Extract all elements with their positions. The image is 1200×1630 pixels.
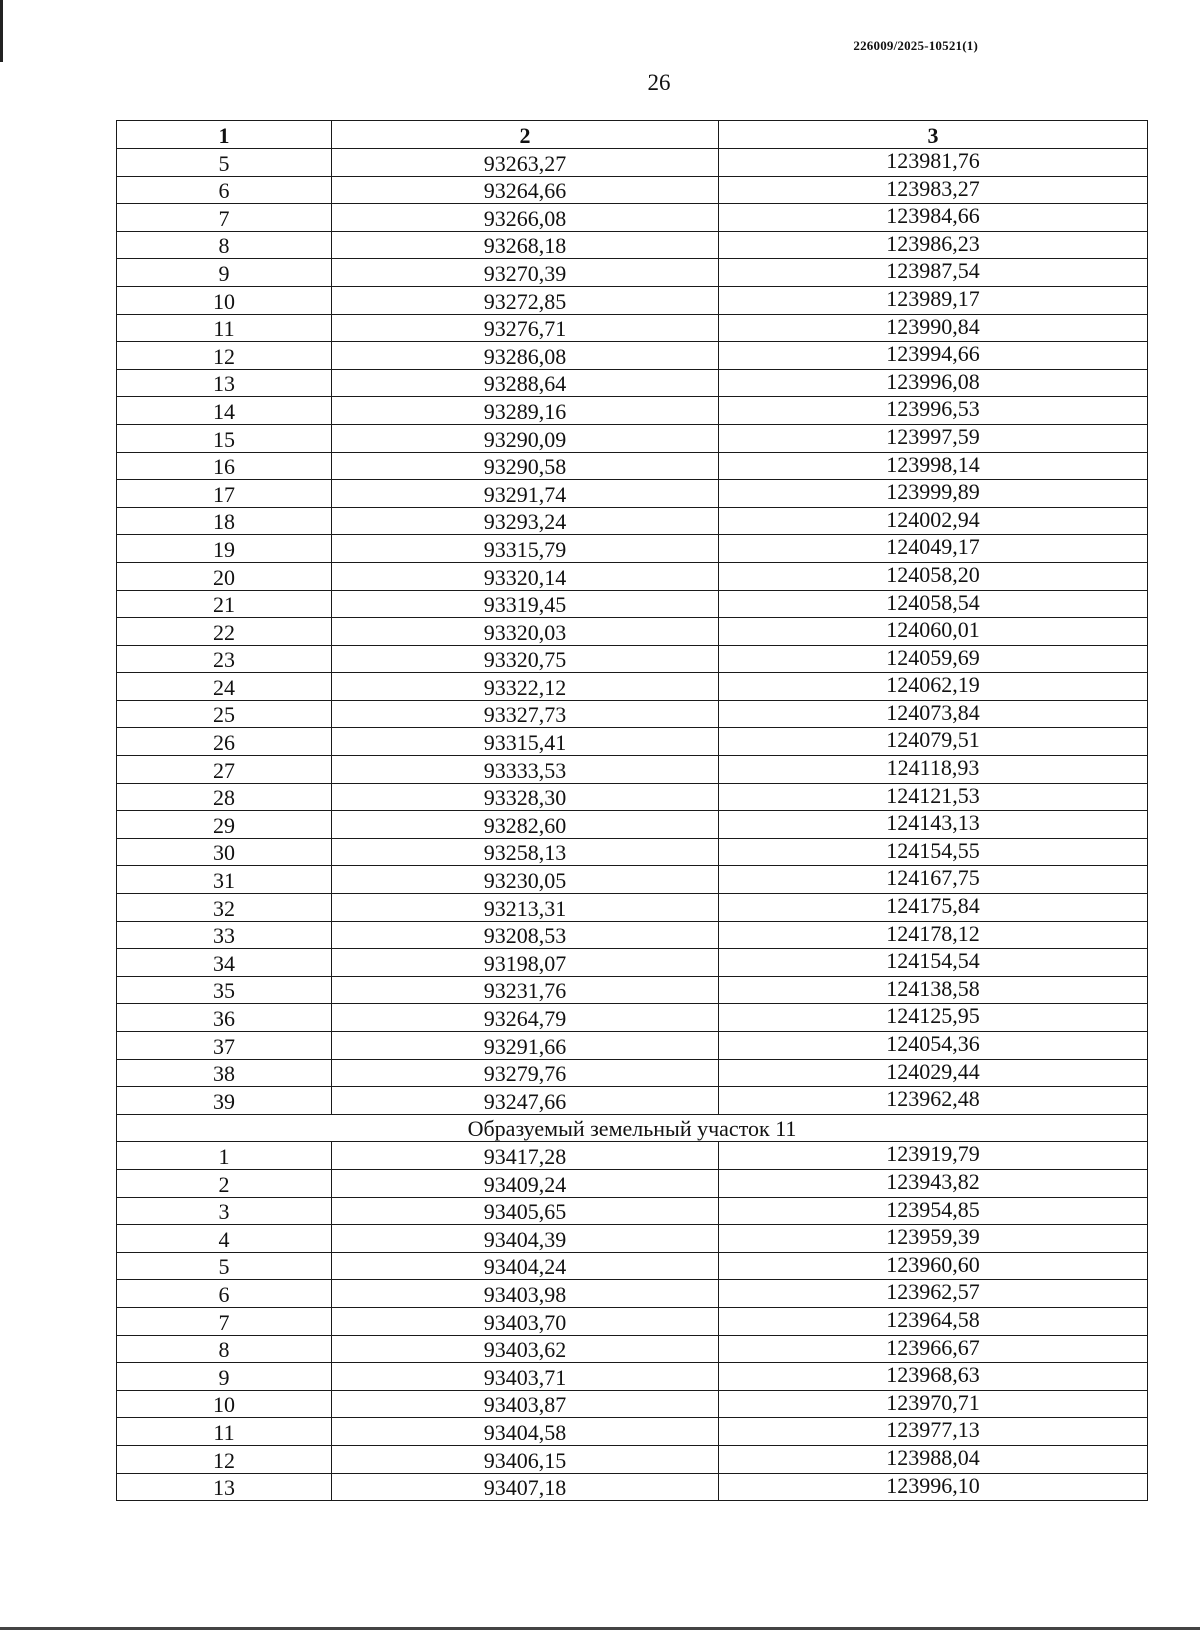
point-number-cell: 36: [117, 1004, 332, 1032]
coordinates-table: [116, 120, 1148, 1501]
table-row: [117, 562, 1148, 590]
point-number-cell: 9: [117, 1363, 332, 1391]
y-coordinate-cell: 123996,53: [719, 397, 1148, 425]
x-coordinate-cell: 93406,15: [332, 1445, 719, 1473]
y-coordinate-cell: 123989,17: [719, 286, 1148, 314]
y-coordinate-cell: 123962,48: [719, 1087, 1148, 1115]
x-coordinate-cell: 93208,53: [332, 921, 719, 949]
table-row: [117, 618, 1148, 646]
x-coordinate-cell: 93263,27: [332, 149, 719, 177]
x-coordinate-cell: 93291,66: [332, 1032, 719, 1060]
x-coordinate-cell: 93403,71: [332, 1363, 719, 1391]
y-coordinate-cell: 124121,53: [719, 783, 1148, 811]
point-number-cell: 1: [117, 1142, 332, 1170]
x-coordinate-cell: 93333,53: [332, 756, 719, 784]
point-number-cell: 7: [117, 1307, 332, 1335]
table-row: [117, 314, 1148, 342]
x-coordinate-cell: 93417,28: [332, 1142, 719, 1170]
table-row: [117, 149, 1148, 177]
y-coordinate-cell: 123994,66: [719, 342, 1148, 370]
x-coordinate-cell: 93264,66: [332, 176, 719, 204]
table-row: [117, 1142, 1148, 1170]
point-number-cell: 16: [117, 452, 332, 480]
page-number: [0, 70, 1200, 96]
point-number-cell: 20: [117, 562, 332, 590]
point-number-cell: 23: [117, 645, 332, 673]
point-number-cell: 11: [117, 1418, 332, 1446]
point-number-cell: 18: [117, 507, 332, 535]
table-row: [117, 976, 1148, 1004]
table-row: [117, 894, 1148, 922]
x-coordinate-cell: 93230,05: [332, 866, 719, 894]
point-number-cell: 5: [117, 149, 332, 177]
x-coordinate-cell: 93315,79: [332, 535, 719, 563]
table-row: [117, 1445, 1148, 1473]
x-coordinate-cell: 93247,66: [332, 1087, 719, 1115]
y-coordinate-cell: 123996,08: [719, 369, 1148, 397]
point-number-cell: 35: [117, 976, 332, 1004]
y-coordinate-cell: 124118,93: [719, 756, 1148, 784]
table-body: [117, 149, 1148, 1501]
point-number-cell: 14: [117, 397, 332, 425]
table-row: [117, 1059, 1148, 1087]
point-number-cell: 10: [117, 1390, 332, 1418]
table-row: [117, 535, 1148, 563]
x-coordinate-cell: 93290,09: [332, 424, 719, 452]
y-coordinate-cell: 123960,60: [719, 1252, 1148, 1280]
table-row: [117, 1335, 1148, 1363]
table-row: [117, 1169, 1148, 1197]
table-row: [117, 1004, 1148, 1032]
x-coordinate-cell: 93264,79: [332, 1004, 719, 1032]
y-coordinate-cell: 124054,36: [719, 1032, 1148, 1060]
y-coordinate-cell: 124167,75: [719, 866, 1148, 894]
point-number-cell: 8: [117, 231, 332, 259]
table-row: [117, 1280, 1148, 1308]
table-row: [117, 231, 1148, 259]
x-coordinate-cell: 93286,08: [332, 342, 719, 370]
x-coordinate-cell: 93282,60: [332, 811, 719, 839]
table-row: [117, 369, 1148, 397]
table-row: [117, 286, 1148, 314]
x-coordinate-cell: 93268,18: [332, 231, 719, 259]
point-number-cell: 6: [117, 176, 332, 204]
x-coordinate-cell: 93288,64: [332, 369, 719, 397]
x-coordinate-cell: 93319,45: [332, 590, 719, 618]
table-row: [117, 1473, 1148, 1501]
point-number-cell: 10: [117, 286, 332, 314]
y-coordinate-cell: 123999,89: [719, 480, 1148, 508]
table-row: [117, 1225, 1148, 1253]
table-row: [117, 838, 1148, 866]
point-number-cell: 32: [117, 894, 332, 922]
y-coordinate-cell: 124138,58: [719, 976, 1148, 1004]
table-row: [117, 507, 1148, 535]
table-row: [117, 728, 1148, 756]
table-row: [117, 176, 1148, 204]
y-coordinate-cell: 123919,79: [719, 1142, 1148, 1170]
y-coordinate-cell: 124049,17: [719, 535, 1148, 563]
table-row: [117, 452, 1148, 480]
table-row: [117, 700, 1148, 728]
point-number-cell: 26: [117, 728, 332, 756]
y-coordinate-cell: 124079,51: [719, 728, 1148, 756]
point-number-cell: 13: [117, 369, 332, 397]
point-number-cell: 21: [117, 590, 332, 618]
point-number-cell: 7: [117, 204, 332, 232]
y-coordinate-cell: 123943,82: [719, 1169, 1148, 1197]
x-coordinate-cell: 93322,12: [332, 673, 719, 701]
x-coordinate-cell: 93407,18: [332, 1473, 719, 1501]
table-row: [117, 480, 1148, 508]
y-coordinate-cell: 124125,95: [719, 1004, 1148, 1032]
y-coordinate-cell: 124143,13: [719, 811, 1148, 839]
table-row: [117, 756, 1148, 784]
x-coordinate-cell: 93258,13: [332, 838, 719, 866]
y-coordinate-cell: 124178,12: [719, 921, 1148, 949]
y-coordinate-cell: 124175,84: [719, 894, 1148, 922]
y-coordinate-cell: 123990,84: [719, 314, 1148, 342]
x-coordinate-cell: 93290,58: [332, 452, 719, 480]
table-row: [117, 949, 1148, 977]
x-coordinate-cell: 93404,39: [332, 1225, 719, 1253]
point-number-cell: 24: [117, 673, 332, 701]
x-coordinate-cell: 93198,07: [332, 949, 719, 977]
point-number-cell: 15: [117, 424, 332, 452]
x-coordinate-cell: 93403,62: [332, 1335, 719, 1363]
y-coordinate-cell: 124059,69: [719, 645, 1148, 673]
point-number-cell: 9: [117, 259, 332, 287]
y-coordinate-cell: 123996,10: [719, 1473, 1148, 1501]
page-number-text: 26: [647, 70, 671, 95]
point-number-cell: 30: [117, 838, 332, 866]
table-row: [117, 204, 1148, 232]
x-coordinate-cell: 93266,08: [332, 204, 719, 232]
table-row: [117, 590, 1148, 618]
y-coordinate-cell: 123983,27: [719, 176, 1148, 204]
table-row: [117, 1418, 1148, 1446]
section-row: [117, 1114, 1148, 1142]
table-row: [117, 1032, 1148, 1060]
point-number-cell: 19: [117, 535, 332, 563]
x-coordinate-cell: 93320,14: [332, 562, 719, 590]
point-number-cell: 8: [117, 1335, 332, 1363]
section-title: Образуемый земельный участок 11: [117, 1114, 1148, 1142]
point-number-cell: 29: [117, 811, 332, 839]
y-coordinate-cell: 123966,67: [719, 1335, 1148, 1363]
table-row: [117, 645, 1148, 673]
table-row: [117, 424, 1148, 452]
x-coordinate-cell: 93320,03: [332, 618, 719, 646]
table-row: [117, 259, 1148, 287]
x-coordinate-cell: 93293,24: [332, 507, 719, 535]
point-number-cell: 5: [117, 1252, 332, 1280]
point-number-cell: 13: [117, 1473, 332, 1501]
x-coordinate-cell: 93213,31: [332, 894, 719, 922]
y-coordinate-cell: 123970,71: [719, 1390, 1148, 1418]
table-row: [117, 342, 1148, 370]
table-row: [117, 1307, 1148, 1335]
point-number-cell: 25: [117, 700, 332, 728]
table-row: [117, 866, 1148, 894]
x-coordinate-cell: 93409,24: [332, 1169, 719, 1197]
table-row: [117, 811, 1148, 839]
header-col-3: 3: [719, 121, 1148, 149]
point-number-cell: 3: [117, 1197, 332, 1225]
y-coordinate-cell: 123997,59: [719, 424, 1148, 452]
y-coordinate-cell: 123968,63: [719, 1363, 1148, 1391]
x-coordinate-cell: 93405,65: [332, 1197, 719, 1225]
y-coordinate-cell: 124073,84: [719, 700, 1148, 728]
scan-edge-left: [0, 0, 3, 62]
y-coordinate-cell: 124062,19: [719, 673, 1148, 701]
x-coordinate-cell: 93403,98: [332, 1280, 719, 1308]
y-coordinate-cell: 124058,54: [719, 590, 1148, 618]
x-coordinate-cell: 93270,39: [332, 259, 719, 287]
y-coordinate-cell: 123984,66: [719, 204, 1148, 232]
y-coordinate-cell: 123962,57: [719, 1280, 1148, 1308]
header-col-1: 1: [117, 121, 332, 149]
y-coordinate-cell: 123981,76: [719, 149, 1148, 177]
y-coordinate-cell: 124058,20: [719, 562, 1148, 590]
table-row: [117, 783, 1148, 811]
table-header-row: [117, 121, 1148, 149]
x-coordinate-cell: 93320,75: [332, 645, 719, 673]
y-coordinate-cell: 124060,01: [719, 618, 1148, 646]
header-col-2: 2: [332, 121, 719, 149]
point-number-cell: 4: [117, 1225, 332, 1253]
x-coordinate-cell: 93231,76: [332, 976, 719, 1004]
x-coordinate-cell: 93291,74: [332, 480, 719, 508]
point-number-cell: 12: [117, 342, 332, 370]
y-coordinate-cell: 123964,58: [719, 1307, 1148, 1335]
x-coordinate-cell: 93276,71: [332, 314, 719, 342]
y-coordinate-cell: 123977,13: [719, 1418, 1148, 1446]
y-coordinate-cell: 123988,04: [719, 1445, 1148, 1473]
y-coordinate-cell: 123998,14: [719, 452, 1148, 480]
point-number-cell: 38: [117, 1059, 332, 1087]
point-number-cell: 17: [117, 480, 332, 508]
point-number-cell: 34: [117, 949, 332, 977]
x-coordinate-cell: 93328,30: [332, 783, 719, 811]
point-number-cell: 33: [117, 921, 332, 949]
y-coordinate-cell: 123959,39: [719, 1225, 1148, 1253]
point-number-cell: 27: [117, 756, 332, 784]
point-number-cell: 12: [117, 1445, 332, 1473]
table-row: [117, 921, 1148, 949]
point-number-cell: 37: [117, 1032, 332, 1060]
table-row: [117, 1197, 1148, 1225]
y-coordinate-cell: 124002,94: [719, 507, 1148, 535]
x-coordinate-cell: 93403,70: [332, 1307, 719, 1335]
point-number-cell: 39: [117, 1087, 332, 1115]
point-number-cell: 31: [117, 866, 332, 894]
x-coordinate-cell: 93327,73: [332, 700, 719, 728]
table-row: [117, 397, 1148, 425]
y-coordinate-cell: 124154,55: [719, 838, 1148, 866]
x-coordinate-cell: 93272,85: [332, 286, 719, 314]
y-coordinate-cell: 124029,44: [719, 1059, 1148, 1087]
y-coordinate-cell: 123986,23: [719, 231, 1148, 259]
table-row: [117, 1087, 1148, 1115]
y-coordinate-cell: 123954,85: [719, 1197, 1148, 1225]
point-number-cell: 22: [117, 618, 332, 646]
x-coordinate-cell: 93289,16: [332, 397, 719, 425]
table-row: [117, 673, 1148, 701]
point-number-cell: 11: [117, 314, 332, 342]
point-number-cell: 6: [117, 1280, 332, 1308]
x-coordinate-cell: 93315,41: [332, 728, 719, 756]
point-number-cell: 2: [117, 1169, 332, 1197]
y-coordinate-cell: 123987,54: [719, 259, 1148, 287]
y-coordinate-cell: 124154,54: [719, 949, 1148, 977]
x-coordinate-cell: 93279,76: [332, 1059, 719, 1087]
x-coordinate-cell: 93403,87: [332, 1390, 719, 1418]
table-row: [117, 1390, 1148, 1418]
x-coordinate-cell: 93404,58: [332, 1418, 719, 1446]
table-row: [117, 1363, 1148, 1391]
document-number: 226009/2025-10521(1): [853, 38, 978, 53]
point-number-cell: 28: [117, 783, 332, 811]
x-coordinate-cell: 93404,24: [332, 1252, 719, 1280]
table-row: [117, 1252, 1148, 1280]
